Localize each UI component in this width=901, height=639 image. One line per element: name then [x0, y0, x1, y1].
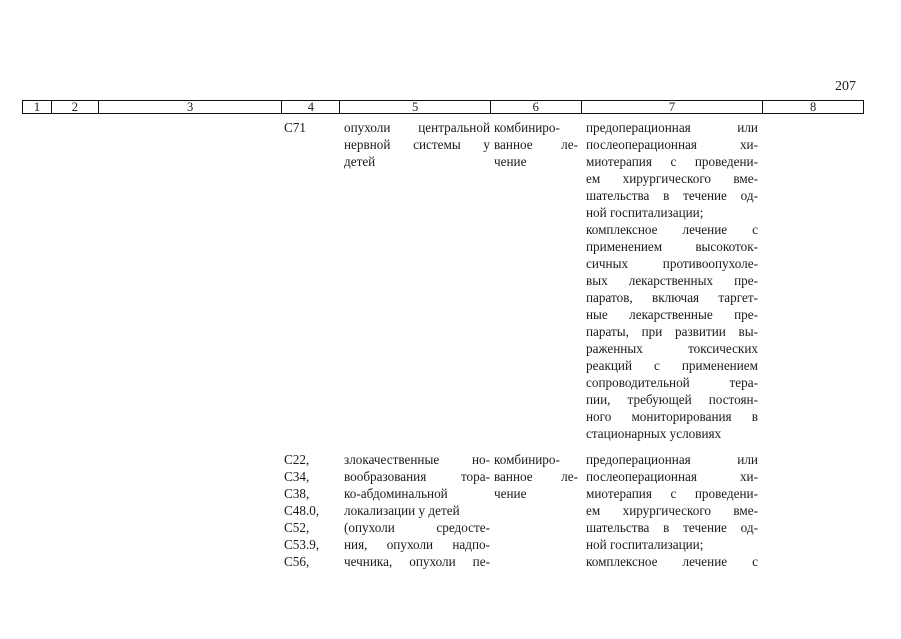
text-line: ем хирургического вме- [586, 503, 758, 518]
text-line: предоперационная или [586, 120, 758, 135]
header-col-8: 8 [809, 100, 817, 114]
text-line: (опухоли средосте- [344, 520, 490, 535]
treatment-type-cell [494, 451, 578, 502]
icd-code-line: C71 [284, 120, 306, 135]
text-line: ния, опухоли надпо- [344, 537, 490, 552]
icd-code-line: C22, [284, 452, 310, 467]
treatment-method-cell [586, 119, 758, 442]
text-line: послеоперационная хи- [586, 469, 758, 484]
icd-code-line: C53.9, [284, 537, 320, 552]
text-line: ные лекарственные пре- [586, 307, 758, 322]
text-line: сичных противоопухоле- [586, 256, 758, 271]
text-line: нервной системы у [344, 137, 490, 152]
disease-description-cell [344, 119, 490, 170]
icd-codes-cell [284, 119, 338, 136]
header-col-6: 6 [491, 101, 582, 113]
icd-code-line: C38, [284, 486, 310, 501]
text-line: сопроводительной тера- [586, 375, 758, 390]
header-col-7: 7 [582, 101, 764, 113]
text-line: реакций с применением [586, 358, 758, 373]
treatment-method-cell [586, 451, 758, 570]
text-line: применением высокоток- [586, 239, 758, 254]
text-line: предоперационная или [586, 452, 758, 467]
text-line: комплексное лечение с [586, 222, 758, 237]
text-line: ной госпитализации; [586, 205, 704, 220]
icd-code-line: C48.0, [284, 503, 320, 518]
text-line: шательства в течение од- [586, 520, 758, 535]
text-line: ной госпитализации; [586, 537, 704, 552]
text-line: комплексное лечение с [586, 554, 758, 569]
text-line: ванное ле- [494, 137, 578, 152]
text-line: злокачественные но- [344, 452, 490, 467]
disease-description-cell [344, 451, 490, 570]
text-line: раженных токсических [586, 341, 758, 356]
text-line: ного мониторирования в [586, 409, 758, 424]
icd-code-line: C52, [284, 520, 310, 535]
text-line: вообразования тора- [344, 469, 490, 484]
icd-code-line: C34, [284, 469, 310, 484]
text-line: миотерапия с проведени- [586, 486, 758, 501]
text-line: детей [344, 154, 376, 169]
text-line: послеоперационная хи- [586, 137, 758, 152]
header-col-5: 5 [340, 101, 491, 113]
text-line: чение [494, 154, 527, 169]
text-line: паратов, включая таргет- [586, 290, 758, 305]
text-line: параты, при развитии вы- [586, 324, 758, 339]
text-line: миотерапия с проведени- [586, 154, 758, 169]
text-line: ванное ле- [494, 469, 578, 484]
text-line: чение [494, 486, 527, 501]
text-line: опухоли центральной [344, 120, 490, 135]
text-line: стационарных условиях [586, 426, 722, 441]
icd-code-line: C56, [284, 554, 310, 569]
text-line: локализации у детей [344, 503, 460, 518]
text-line: ем хирургического вме- [586, 171, 758, 186]
text-line: вых лекарственных пре- [586, 273, 758, 288]
page-number: 207 [835, 79, 856, 94]
text-line: чечника, опухоли пе- [344, 554, 490, 569]
header-col-2: 2 [52, 101, 99, 113]
icd-codes-cell [284, 451, 338, 570]
text-line: пии, требующей постоян- [586, 392, 758, 407]
table-header-row [22, 100, 864, 114]
header-col-4: 4 [282, 101, 340, 113]
text-line: комбиниро- [494, 452, 560, 467]
header-col-1: 1 [23, 101, 52, 113]
treatment-type-cell [494, 119, 578, 170]
text-line: комбиниро- [494, 120, 560, 135]
text-line: ко-абдоминальной [344, 486, 448, 501]
text-line: шательства в течение од- [586, 188, 758, 203]
header-col-3: 3 [99, 101, 283, 113]
